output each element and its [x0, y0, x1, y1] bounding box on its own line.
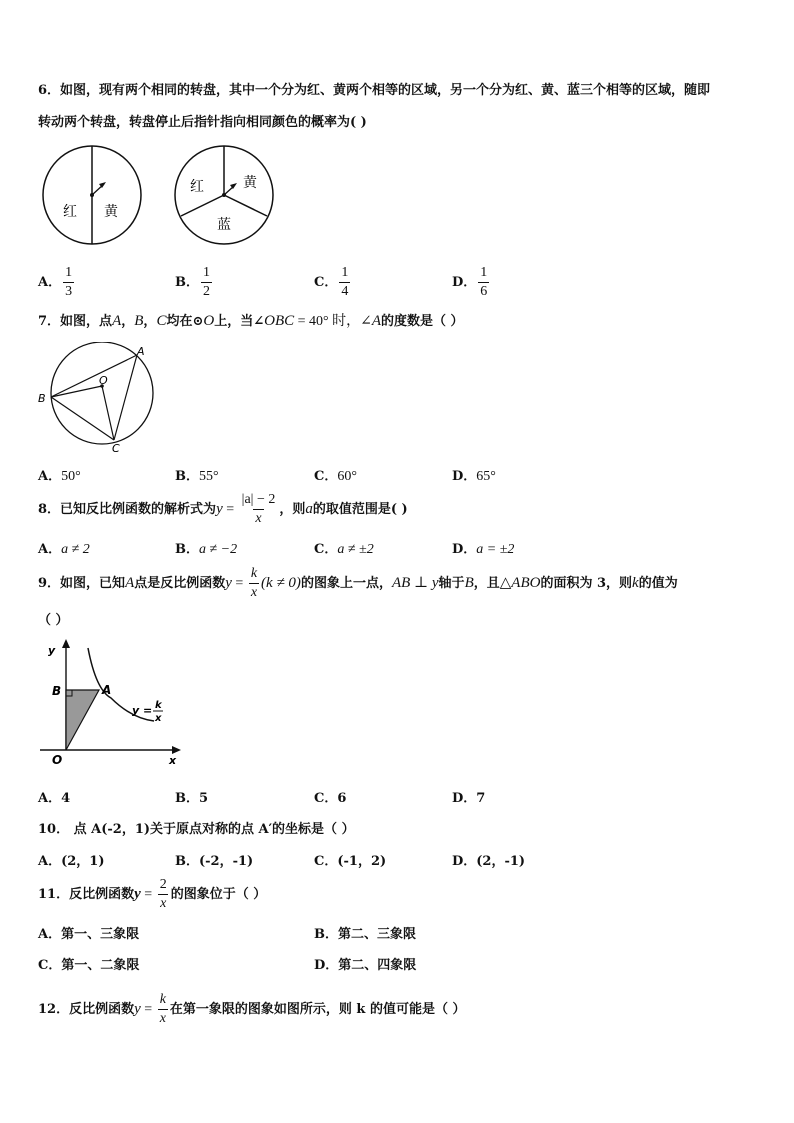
q7-label-o: O: [99, 374, 108, 387]
spinner1-right-label: 黄: [104, 204, 118, 220]
q8-option-a[interactable]: A．a ≠ 2: [38, 542, 90, 557]
q10-option-c[interactable]: C．(-1，2): [314, 854, 387, 869]
q6-option-a[interactable]: A． $\frac{1}{3}$: [38, 265, 73, 299]
q11-option-b[interactable]: B．第二、三象限: [314, 927, 417, 942]
q12-question: 12．反比例函数y = $\frac{k}{x}$ 在第一象限的图象如图所示，则 k 的值可能是（ ）: [38, 992, 466, 1026]
q6-option-d[interactable]: D． $\frac{1}{6}$: [452, 265, 488, 299]
q9-option-d[interactable]: D．7: [452, 791, 486, 806]
q7-label-b: B: [38, 392, 46, 405]
q11-option-a[interactable]: A．第一、三象限: [38, 927, 140, 942]
q10-question: 10． 点 A(-2，1)关于原点对称的点 A′的坐标是（ ）: [38, 822, 355, 837]
spinner-three-sections: [175, 146, 273, 244]
q6-text1: 如图，现有两个相同的转盘，其中一个分为红、黄两个相等的区域，另一个分为红、黄、蓝三个相等的区域，随即: [60, 83, 711, 98]
q7-circle-figure: [36, 342, 156, 456]
q9-curve-label-k: k: [155, 700, 162, 711]
q9-graph-figure: [36, 638, 186, 770]
q9-question: 9．如图，已知A点是反比例函数y = $\frac{k}{x}$ (k ≠ 0)的图象上一点，AB ⊥ y轴于B，且△ABO的面积为 3，则k的值为: [38, 566, 678, 600]
q6-line2: 转动两个转盘，转盘停止后指针指向相同颜色的概率为( ): [38, 115, 367, 130]
spinner2-bottom-label: 蓝: [217, 217, 231, 233]
q9-curve-label-x: x: [155, 713, 162, 724]
q11-question: 11．反比例函数y = $\frac{2}{x}$ 的图象位于（ ）: [38, 877, 267, 911]
q7-option-d[interactable]: D．65°: [452, 469, 496, 484]
q9-option-b[interactable]: B．5: [175, 791, 209, 806]
q9-curve-label-y: y =: [132, 704, 153, 717]
q9-label-b: B: [52, 684, 62, 698]
q9-option-a[interactable]: A．4: [38, 791, 71, 806]
q8-option-b[interactable]: B．a ≠ −2: [175, 542, 238, 557]
q9-label-o: O: [52, 753, 63, 767]
q9-label-a: A: [102, 683, 112, 697]
q6-option-c[interactable]: C． $\frac{1}{4}$: [314, 265, 349, 299]
spinner2-left-label: 红: [190, 179, 204, 195]
q8-option-c[interactable]: C．a ≠ ±2: [314, 542, 374, 557]
q6-spinners-figure: [38, 144, 278, 248]
q6-number: 6．: [38, 83, 61, 98]
q8-question: 8．已知反比例函数的解析式为y = $\frac{|a| - 2}{x}$ ，则a的取值范围是( ): [38, 492, 408, 526]
spinner2-right-label: 黄: [243, 175, 257, 191]
q10-option-a[interactable]: A．(2，1): [38, 854, 105, 869]
q7-label-c: C: [112, 442, 120, 455]
q7-label-a: A: [137, 345, 145, 358]
q9-axis-x: x: [169, 754, 177, 767]
q11-option-d[interactable]: D．第二、四象限: [314, 958, 417, 973]
q7-option-a[interactable]: A．50°: [38, 469, 81, 484]
spinner1-left-label: 红: [63, 204, 77, 220]
q10-option-b[interactable]: B．(-2，-1): [175, 854, 254, 869]
q6-line1: [38, 82, 710, 100]
q10-option-d[interactable]: D．(2，-1): [452, 854, 526, 869]
q8-option-d[interactable]: D．a = ±2: [452, 542, 515, 557]
q6-option-b[interactable]: B． $\frac{1}{2}$: [175, 265, 210, 299]
q7-option-b[interactable]: B．55°: [175, 469, 219, 484]
q7-option-c[interactable]: C．60°: [314, 469, 357, 484]
q7-question: 7．如图，点A，B，C均在⊙O上，当∠OBC = 40° 时，∠A的度数是（ ）: [38, 313, 464, 329]
spinner-two-sections: [43, 146, 141, 244]
q11-option-c[interactable]: C．第一、二象限: [38, 958, 140, 973]
q9-axis-y: y: [48, 644, 56, 657]
q9-option-c[interactable]: C．6: [314, 791, 347, 806]
q9-line2: （ ）: [38, 613, 69, 628]
